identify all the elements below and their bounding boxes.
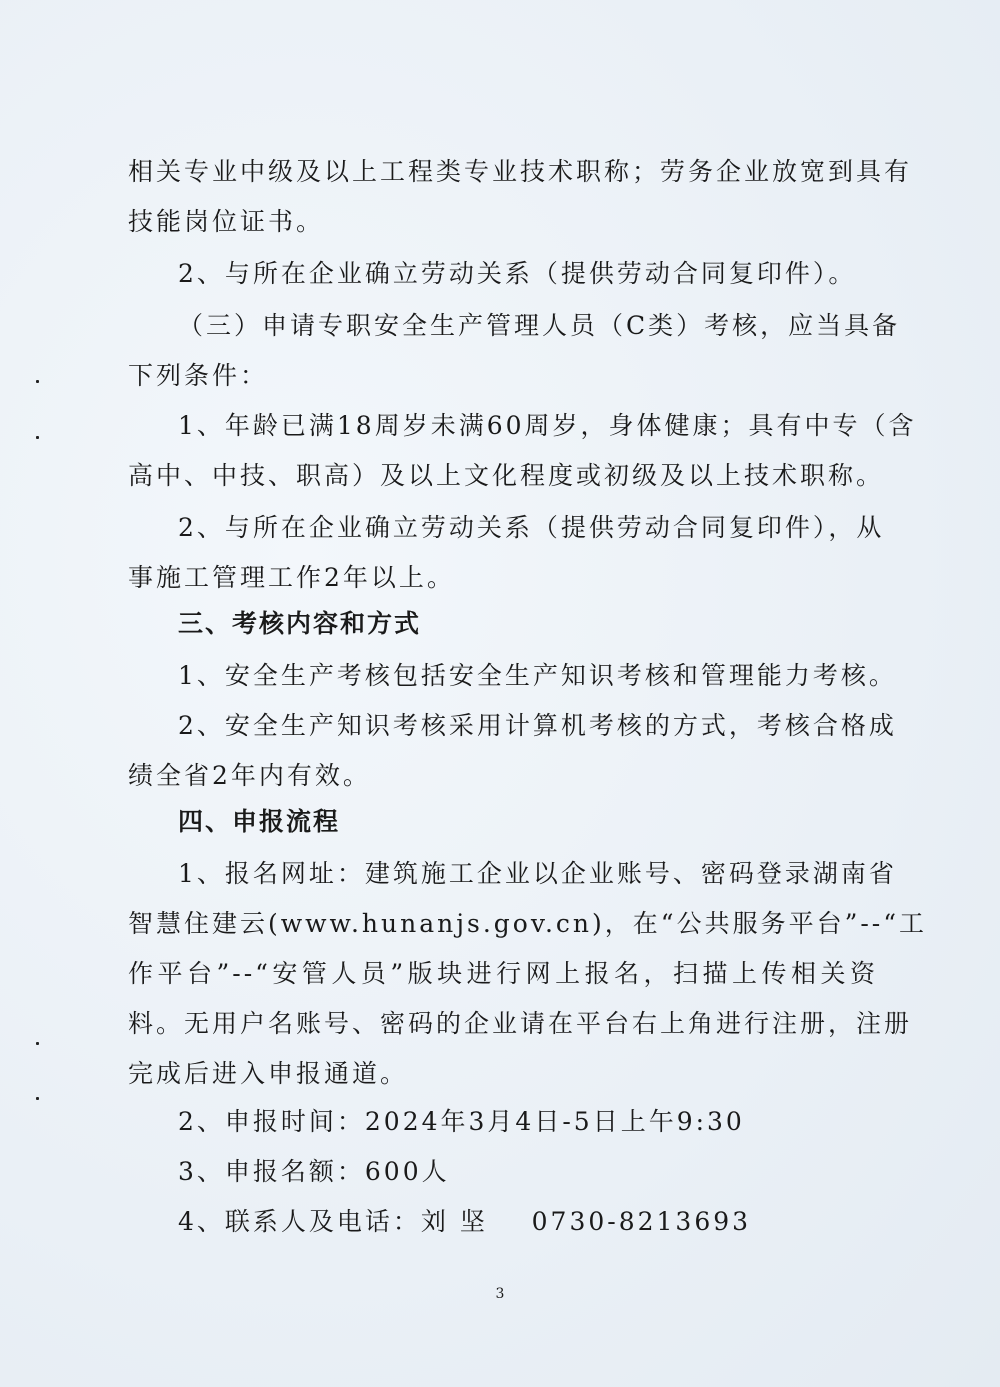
paragraph-line: 3、申报名额：600人 (178, 1157, 450, 1186)
paragraph-line: 料。无用户名账号、密码的企业请在平台右上角进行注册，注册 (128, 1009, 913, 1038)
section-heading: 三、考核内容和方式 (178, 609, 422, 638)
scan-speck (36, 1042, 39, 1045)
paragraph-line: 4、联系人及电话：刘 坚 0730-8213693 (178, 1207, 752, 1236)
paragraph-line: 相关专业中级及以上工程类专业技术职称；劳务企业放宽到具有 (128, 157, 913, 186)
paragraph-line: 2、与所在企业确立劳动关系（提供劳动合同复印件），从 (178, 513, 885, 542)
scan-speck (36, 380, 39, 383)
scan-speck (36, 436, 39, 439)
paragraph-line: 2、申报时间：2024年3月4日-5日上午9:30 (178, 1107, 745, 1136)
paragraph-line: 智慧住建云(www.hunanjs.gov.cn)，在“公共服务平台”--“工 (128, 909, 928, 938)
paragraph-line: 绩全省2年内有效。 (128, 761, 371, 790)
paragraph-line: 完成后进入申报通道。 (128, 1059, 409, 1088)
paragraph-line: 2、安全生产知识考核采用计算机考核的方式，考核合格成 (178, 711, 897, 740)
paragraph-line: 1、年龄已满18周岁未满60周岁，身体健康；具有中专（含 (178, 411, 917, 440)
paragraph-line: 下列条件： (128, 361, 269, 390)
paragraph-line: 高中、中技、职高）及以上文化程度或初级及以上技术职称。 (128, 461, 885, 490)
page-number: 3 (495, 1286, 505, 1302)
scan-speck (36, 1097, 39, 1100)
paragraph-line: 技能岗位证书。 (128, 207, 325, 236)
paragraph-line: 2、与所在企业确立劳动关系（提供劳动合同复印件）。 (178, 259, 857, 288)
section-heading: 四、申报流程 (178, 807, 341, 836)
paragraph-line: 作平台”--“安管人员”版块进行网上报名，扫描上传相关资 (128, 959, 878, 988)
paragraph-line: （三）申请专职安全生产管理人员（C类）考核，应当具备 (178, 311, 901, 340)
paragraph-line: 1、安全生产考核包括安全生产知识考核和管理能力考核。 (178, 661, 897, 690)
paragraph-line: 事施工管理工作2年以上。 (128, 563, 455, 592)
paragraph-line: 1、报名网址：建筑施工企业以企业账号、密码登录湖南省 (178, 859, 897, 888)
